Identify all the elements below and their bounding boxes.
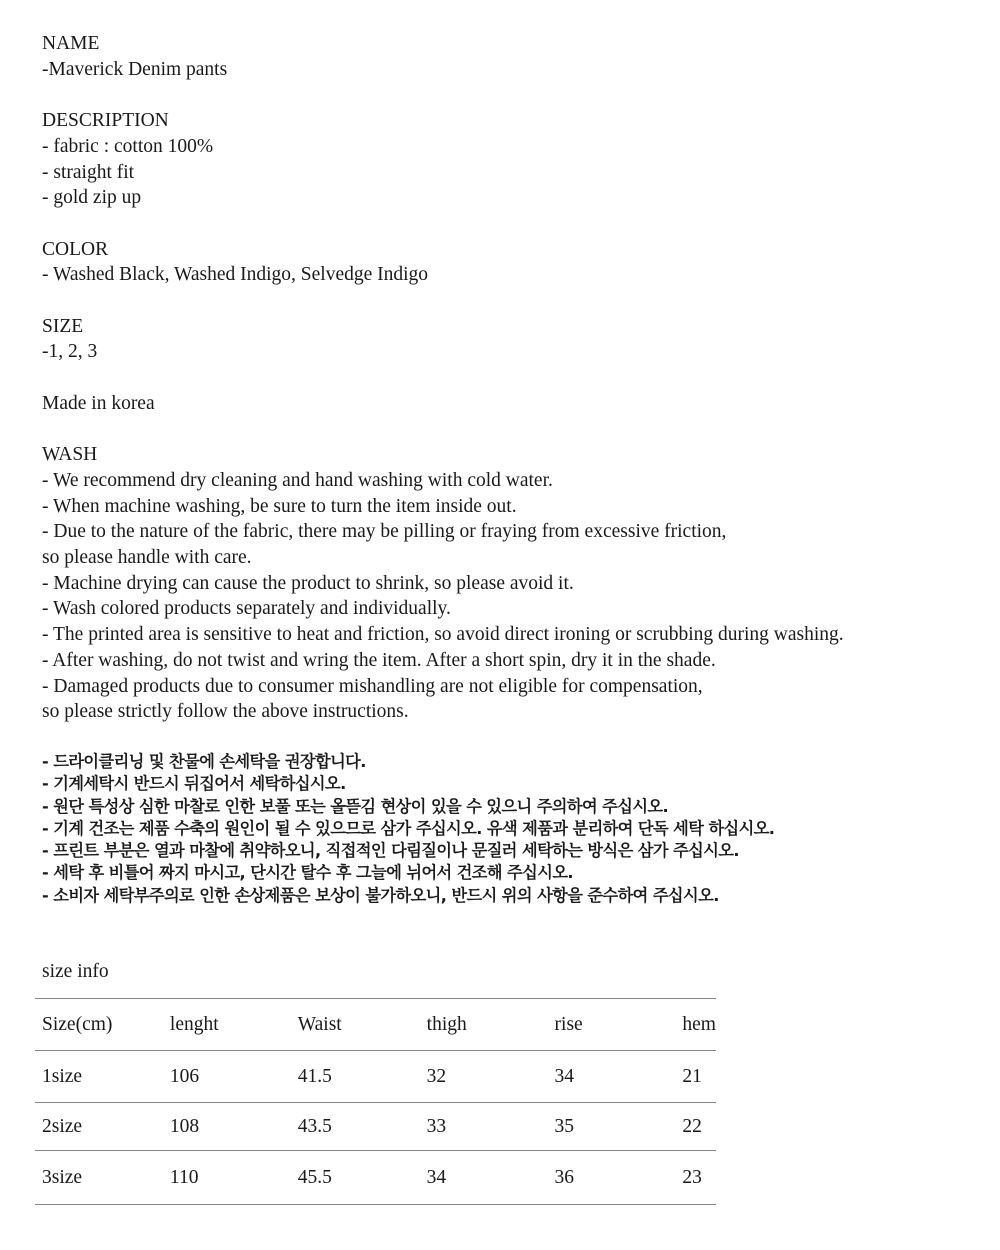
table-cell: 33 bbox=[426, 1115, 447, 1137]
wash-line: so please handle with care. bbox=[42, 546, 252, 568]
table-row bbox=[35, 1151, 716, 1205]
table-cell: 32 bbox=[426, 1065, 447, 1087]
wash-line: - The printed area is sensitive to heat and friction, so avoid direct ironing or scrubbing during washing. bbox=[42, 624, 844, 646]
wash-line: so please strictly follow the above instructions. bbox=[42, 701, 409, 723]
table-cell: 110 bbox=[169, 1166, 199, 1188]
product-name: -Maverick Denim pants bbox=[42, 58, 228, 80]
table-cell: 45.5 bbox=[297, 1166, 332, 1188]
table-cell: 35 bbox=[554, 1115, 575, 1137]
column-header: Waist bbox=[297, 1013, 342, 1035]
spacer bbox=[42, 365, 844, 391]
origin-text: Made in korea bbox=[42, 392, 155, 414]
spacer bbox=[42, 288, 844, 314]
wash-line: - Damaged products due to consumer mishandling are not eligible for compensation, bbox=[42, 675, 703, 697]
korean-wash-line: - 프린트 부분은 열과 마찰에 취약하오니, 직접적인 다림질이나 문질러 세탁하는 방식은 삼가 주십시오. bbox=[42, 841, 739, 861]
table-cell: 3size bbox=[42, 1166, 83, 1188]
size-heading: SIZE bbox=[42, 315, 84, 337]
table-cell: 34 bbox=[426, 1166, 447, 1188]
korean-wash-line: - 원단 특성상 심한 마찰로 인한 보풀 또는 올뜯김 현상이 있을 수 있으니 주의하여 주십시오. bbox=[42, 796, 669, 816]
korean-wash-line: - 기계세탁시 반드시 뒤집어서 세탁하십시오. bbox=[42, 774, 346, 794]
table-cell: 108 bbox=[169, 1115, 200, 1137]
table-cell: 106 bbox=[169, 1065, 200, 1087]
wash-line: - Wash colored products separately and individually. bbox=[42, 598, 451, 620]
wash-heading: WASH bbox=[42, 444, 98, 466]
korean-wash-line: - 세탁 후 비틀어 짜지 마시고, 단시간 탈수 후 그늘에 뉘어서 건조해 주십시오. bbox=[42, 863, 574, 883]
spacer bbox=[42, 82, 844, 108]
table-header-row bbox=[35, 999, 716, 1051]
korean-wash-line: - 드라이클리닝 및 찬물에 손세탁을 권장합니다. bbox=[42, 752, 366, 771]
table-row bbox=[35, 1103, 716, 1151]
wash-line: - When machine washing, be sure to turn the item inside out. bbox=[42, 495, 517, 517]
table-cell: 41.5 bbox=[297, 1065, 332, 1087]
english-info-block bbox=[42, 31, 844, 725]
table-cell: 23 bbox=[682, 1166, 702, 1188]
table-cell: 22 bbox=[682, 1115, 702, 1137]
column-header: hem bbox=[682, 1013, 716, 1035]
size-info-title: size info bbox=[42, 961, 109, 982]
wash-line: - Due to the nature of the fabric, there may be pilling or fraying from excessive friction, bbox=[42, 521, 727, 543]
spacer bbox=[42, 416, 844, 442]
description-item: - gold zip up bbox=[42, 187, 142, 209]
table-cell: 34 bbox=[554, 1065, 575, 1087]
size-value: -1, 2, 3 bbox=[42, 341, 98, 363]
column-header: Size(cm) bbox=[42, 1013, 113, 1035]
name-heading: NAME bbox=[42, 33, 100, 54]
description-item: - fabric : cotton 100% bbox=[42, 135, 214, 157]
table-cell: 21 bbox=[682, 1065, 702, 1087]
column-header: rise bbox=[554, 1013, 583, 1035]
table-cell: 1size bbox=[42, 1065, 83, 1087]
spacer bbox=[42, 211, 844, 237]
table-cell: 2size bbox=[42, 1115, 83, 1137]
table-cell: 36 bbox=[554, 1166, 575, 1188]
description-item: - straight fit bbox=[42, 161, 135, 183]
table-row bbox=[35, 1051, 716, 1103]
color-value: - Washed Black, Washed Indigo, Selvedge Indigo bbox=[42, 264, 429, 286]
korean-wash-line: - 소비자 세탁부주의로 인한 손상제품은 보상이 불가하오니, 반드시 위의 사항을 준수하여 주십시오. bbox=[42, 885, 719, 905]
color-heading: COLOR bbox=[42, 238, 109, 260]
wash-line: - Machine drying can cause the product to shrink, so please avoid it. bbox=[42, 572, 574, 594]
korean-wash-block bbox=[42, 751, 774, 907]
description-heading: DESCRIPTION bbox=[42, 110, 169, 132]
column-header: thigh bbox=[426, 1013, 467, 1035]
column-header: lenght bbox=[169, 1013, 219, 1035]
wash-line: - After washing, do not twist and wring the item. After a short spin, dry it in the shade. bbox=[42, 649, 716, 671]
size-table bbox=[35, 998, 716, 1205]
wash-line: - We recommend dry cleaning and hand washing with cold water. bbox=[42, 469, 553, 491]
table-cell: 43.5 bbox=[297, 1115, 332, 1137]
korean-wash-line: - 기계 건조는 제품 수축의 원인이 될 수 있으므로 삼가 주십시오. 유색 제품과 분리하여 단독 세탁 하십시오. bbox=[42, 818, 775, 838]
